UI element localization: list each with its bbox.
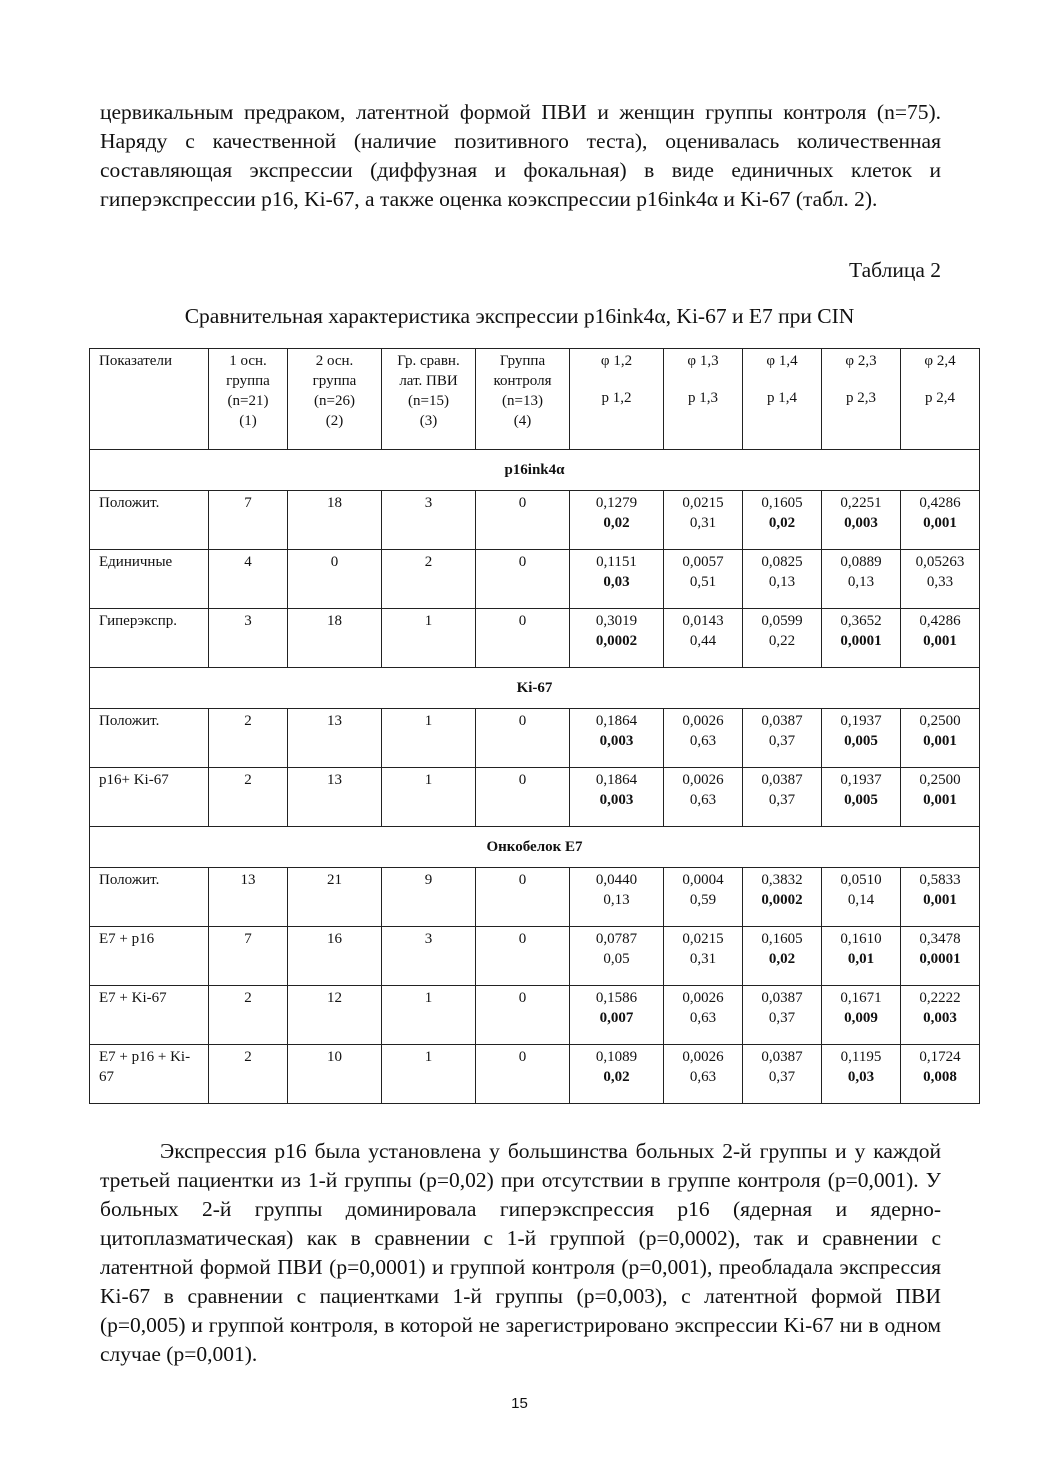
group-value-cell: 0 bbox=[476, 927, 570, 986]
p-value: 0,03 bbox=[603, 574, 630, 590]
p-value: 0,003 bbox=[599, 792, 634, 808]
phi-p-cell bbox=[822, 550, 901, 609]
row-label: p16+ Ki-67 bbox=[90, 768, 209, 827]
group-value-cell: 13 bbox=[288, 768, 382, 827]
phi-p-cell bbox=[664, 927, 743, 986]
phi-p-cell bbox=[743, 868, 822, 927]
table-row bbox=[90, 1045, 980, 1104]
header-phi-1-2: φ 1,2 p 1,2 bbox=[570, 349, 664, 450]
phi-p-cell bbox=[743, 491, 822, 550]
phi-p-cell bbox=[570, 1045, 664, 1104]
phi-value: 0,0787 bbox=[595, 931, 638, 947]
phi-p-cell bbox=[570, 550, 664, 609]
phi-p-cell bbox=[901, 550, 980, 609]
group-value-cell: 13 bbox=[288, 709, 382, 768]
p-value: 0,63 bbox=[689, 1010, 717, 1026]
header-group-3: Гр. сравн. лат. ПВИ (n=15) (3) bbox=[382, 349, 476, 450]
section-row-ki67: Ki-67 bbox=[90, 668, 980, 709]
phi-p-cell bbox=[901, 868, 980, 927]
table-caption: Сравнительная характеристика экспрессии p16ink4α, Ki-67 и E7 при CIN bbox=[184, 304, 855, 328]
phi-value: 0,1605 bbox=[761, 931, 803, 947]
group-value-cell: 2 bbox=[209, 709, 288, 768]
phi-value: 0,1671 bbox=[840, 990, 882, 1006]
row-label: Гиперэкспр. bbox=[90, 609, 209, 668]
expression-table bbox=[89, 348, 980, 1104]
phi-p-cell bbox=[570, 609, 664, 668]
discussion-paragraph: Экспрессия p16 была установлена у большинства больных 2-й группы и у каждой третьей пациентки из 1-й группы (p=0,02) при отсутствии в группе контроля (p=0,001). У больных 2-й группы доминировала гиперэкспрессия p16 (ядерная и ядерно-цитоплазматическая) как в сравнении с 1-й группой (p=0,0002), так и сравнении с латентной формой ПВИ (p=0,0001) и группой контроля (p=0,001), преобладала экспрессия Ki-67 в сравнении с пациентками 1-й группы (p=0,003), с латентной формой ПВИ (p=0,005) и группой контроля, в которой не зарегистрировано экспрессии Ki-67 ни в одном случае (p=0,001). bbox=[100, 1139, 941, 1366]
p-value: 0,37 bbox=[768, 733, 796, 749]
phi-p-cell bbox=[570, 768, 664, 827]
p-value: 0,33 bbox=[926, 574, 954, 590]
table-row bbox=[90, 927, 980, 986]
group-value-cell: 18 bbox=[288, 491, 382, 550]
phi-p-cell bbox=[570, 986, 664, 1045]
group-value-cell: 1 bbox=[382, 1045, 476, 1104]
p-value: 0,13 bbox=[603, 892, 630, 908]
phi-p-cell bbox=[664, 550, 743, 609]
phi-value: 0,3652 bbox=[840, 613, 882, 629]
phi-value: 0,1864 bbox=[595, 772, 638, 788]
phi-p-cell bbox=[664, 768, 743, 827]
p-value: 0,02 bbox=[768, 951, 796, 967]
table-row bbox=[90, 709, 980, 768]
phi-value: 0,4286 bbox=[919, 495, 961, 511]
group-value-cell: 1 bbox=[382, 709, 476, 768]
intro-paragraph: цервикальным предраком, латентной формой ПВИ и женщин группы контроля (n=75). Наряду с качественной (наличие позитивного теста), оценивалась количественная составляющая экспрессии (диффузная и фокальная) в виде единичных клеток и гиперэкспрессии p16, Ki-67, а также оценка коэкспрессии p16ink4α и Ki-67 (табл. 2). bbox=[100, 100, 941, 211]
phi-p-cell bbox=[664, 491, 743, 550]
p-value: 0,003 bbox=[844, 515, 878, 531]
phi-value: 0,0143 bbox=[682, 613, 724, 629]
phi-p-cell bbox=[743, 986, 822, 1045]
group-value-cell: 0 bbox=[476, 709, 570, 768]
group-value-cell: 2 bbox=[209, 986, 288, 1045]
p-value: 0,01 bbox=[847, 951, 875, 967]
phi-value: 0,3019 bbox=[595, 613, 638, 629]
phi-p-cell bbox=[743, 927, 822, 986]
table-row bbox=[90, 868, 980, 927]
group-value-cell: 18 bbox=[288, 609, 382, 668]
phi-value: 0,0599 bbox=[761, 613, 803, 629]
phi-p-cell bbox=[901, 491, 980, 550]
p-value: 0,007 bbox=[599, 1010, 634, 1026]
group-value-cell: 0 bbox=[476, 1045, 570, 1104]
group-value-cell: 3 bbox=[382, 927, 476, 986]
phi-p-cell bbox=[570, 491, 664, 550]
phi-value: 0,0440 bbox=[595, 872, 638, 888]
phi-value: 0,0889 bbox=[840, 554, 882, 570]
phi-p-cell bbox=[822, 1045, 901, 1104]
group-value-cell: 0 bbox=[476, 868, 570, 927]
group-value-cell: 13 bbox=[209, 868, 288, 927]
p-value: 0,02 bbox=[603, 1069, 630, 1085]
header-phi-1-3: φ 1,3 p 1,3 bbox=[664, 349, 743, 450]
p-value: 0,001 bbox=[923, 733, 957, 749]
p-value: 0,001 bbox=[923, 892, 957, 908]
group-value-cell: 16 bbox=[288, 927, 382, 986]
p-value: 0,13 bbox=[768, 574, 796, 590]
phi-value: 0,4286 bbox=[919, 613, 961, 629]
table-row bbox=[90, 986, 980, 1045]
phi-p-cell bbox=[664, 609, 743, 668]
header-group-1: 1 осн. группа (n=21) (1) bbox=[209, 349, 288, 450]
p-value: 0,59 bbox=[689, 892, 717, 908]
p-value: 0,0001 bbox=[919, 951, 961, 967]
table-row bbox=[90, 768, 980, 827]
phi-p-cell bbox=[743, 609, 822, 668]
phi-value: 0,0057 bbox=[682, 554, 724, 570]
phi-p-cell bbox=[822, 986, 901, 1045]
p-value: 0,003 bbox=[923, 1010, 957, 1026]
p-value: 0,51 bbox=[689, 574, 717, 590]
p-value: 0,44 bbox=[689, 633, 717, 649]
p-value: 0,0002 bbox=[595, 633, 638, 649]
header-indicators: Показатели bbox=[90, 349, 209, 450]
phi-p-cell bbox=[901, 709, 980, 768]
phi-value: 0,1605 bbox=[761, 495, 803, 511]
phi-value: 0,2500 bbox=[919, 772, 961, 788]
p-value: 0,001 bbox=[923, 633, 957, 649]
phi-p-cell bbox=[664, 709, 743, 768]
phi-p-cell bbox=[901, 609, 980, 668]
phi-value: 0,1089 bbox=[595, 1049, 638, 1065]
phi-value: 0,0026 bbox=[682, 1049, 724, 1065]
p-value: 0,03 bbox=[847, 1069, 875, 1085]
phi-p-cell bbox=[664, 986, 743, 1045]
group-value-cell: 4 bbox=[209, 550, 288, 609]
phi-p-cell bbox=[822, 768, 901, 827]
phi-p-cell bbox=[822, 868, 901, 927]
p-value: 0,37 bbox=[768, 1010, 796, 1026]
phi-value: 0,3478 bbox=[919, 931, 961, 947]
p-value: 0,14 bbox=[847, 892, 875, 908]
p-value: 0,005 bbox=[844, 792, 878, 808]
phi-value: 0,0387 bbox=[761, 990, 803, 1006]
phi-value: 0,0215 bbox=[682, 931, 724, 947]
phi-p-cell bbox=[901, 927, 980, 986]
phi-p-cell bbox=[664, 1045, 743, 1104]
row-label: Положит. bbox=[90, 868, 209, 927]
phi-value: 0,05263 bbox=[915, 554, 965, 570]
table-header-row bbox=[90, 349, 980, 450]
p-value: 0,63 bbox=[689, 792, 717, 808]
group-value-cell: 0 bbox=[476, 609, 570, 668]
phi-value: 0,0215 bbox=[682, 495, 724, 511]
row-label: Единичные bbox=[90, 550, 209, 609]
phi-p-cell bbox=[570, 709, 664, 768]
phi-value: 0,1586 bbox=[595, 990, 638, 1006]
p-value: 0,001 bbox=[923, 792, 957, 808]
phi-p-cell bbox=[901, 986, 980, 1045]
phi-value: 0,5833 bbox=[919, 872, 961, 888]
p-value: 0,009 bbox=[844, 1010, 878, 1026]
group-value-cell: 7 bbox=[209, 927, 288, 986]
phi-p-cell bbox=[743, 550, 822, 609]
row-label: Положит. bbox=[90, 709, 209, 768]
phi-p-cell bbox=[570, 868, 664, 927]
phi-p-cell bbox=[822, 709, 901, 768]
table-number: Таблица 2 bbox=[849, 258, 941, 282]
p-value: 0,37 bbox=[768, 792, 796, 808]
group-value-cell: 0 bbox=[476, 550, 570, 609]
phi-p-cell bbox=[743, 768, 822, 827]
page-number: 15 bbox=[511, 1395, 528, 1412]
p-value: 0,008 bbox=[923, 1069, 957, 1085]
header-phi-2-4: φ 2,4 p 2,4 bbox=[901, 349, 980, 450]
phi-p-cell bbox=[822, 609, 901, 668]
phi-value: 0,1279 bbox=[595, 495, 638, 511]
phi-value: 0,2251 bbox=[840, 495, 882, 511]
p-value: 0,02 bbox=[603, 515, 630, 531]
phi-value: 0,1724 bbox=[919, 1049, 961, 1065]
phi-value: 0,1610 bbox=[840, 931, 882, 947]
p-value: 0,31 bbox=[689, 951, 717, 967]
group-value-cell: 21 bbox=[288, 868, 382, 927]
group-value-cell: 3 bbox=[382, 491, 476, 550]
phi-value: 0,0026 bbox=[682, 990, 724, 1006]
header-group-2: 2 осн. группа (n=26) (2) bbox=[288, 349, 382, 450]
group-value-cell: 0 bbox=[476, 768, 570, 827]
group-value-cell: 1 bbox=[382, 609, 476, 668]
p-value: 0,05 bbox=[603, 951, 630, 967]
header-phi-1-4: φ 1,4 p 1,4 bbox=[743, 349, 822, 450]
phi-p-cell bbox=[901, 768, 980, 827]
row-label: E7 + p16 + Ki-67 bbox=[90, 1045, 209, 1104]
group-value-cell: 1 bbox=[382, 986, 476, 1045]
phi-value: 0,2500 bbox=[919, 713, 961, 729]
phi-value: 0,0825 bbox=[761, 554, 803, 570]
phi-p-cell bbox=[664, 868, 743, 927]
group-value-cell: 12 bbox=[288, 986, 382, 1045]
phi-value: 0,1937 bbox=[840, 713, 882, 729]
phi-value: 0,1937 bbox=[840, 772, 882, 788]
phi-value: 0,0004 bbox=[682, 872, 724, 888]
phi-value: 0,2222 bbox=[919, 990, 961, 1006]
group-value-cell: 9 bbox=[382, 868, 476, 927]
row-label: E7 + Ki-67 bbox=[90, 986, 209, 1045]
p-value: 0,63 bbox=[689, 733, 717, 749]
phi-value: 0,1195 bbox=[840, 1049, 882, 1065]
section-row-p16: p16ink4α bbox=[90, 450, 980, 491]
p-value: 0,003 bbox=[599, 733, 634, 749]
row-label: E7 + p16 bbox=[90, 927, 209, 986]
table-row bbox=[90, 550, 980, 609]
section-row-e7: Онкобелок Е7 bbox=[90, 827, 980, 868]
table-row bbox=[90, 609, 980, 668]
row-label: Положит. bbox=[90, 491, 209, 550]
phi-p-cell bbox=[822, 927, 901, 986]
phi-value: 0,1151 bbox=[596, 554, 637, 570]
phi-value: 0,0387 bbox=[761, 713, 803, 729]
phi-value: 0,1864 bbox=[595, 713, 638, 729]
group-value-cell: 0 bbox=[476, 986, 570, 1045]
group-value-cell: 2 bbox=[382, 550, 476, 609]
phi-value: 0,0510 bbox=[840, 872, 882, 888]
phi-p-cell bbox=[743, 709, 822, 768]
phi-value: 0,0387 bbox=[761, 772, 803, 788]
group-value-cell: 3 bbox=[209, 609, 288, 668]
group-value-cell: 2 bbox=[209, 1045, 288, 1104]
p-value: 0,31 bbox=[689, 515, 717, 531]
group-value-cell: 1 bbox=[382, 768, 476, 827]
phi-p-cell bbox=[743, 1045, 822, 1104]
phi-p-cell bbox=[822, 491, 901, 550]
phi-value: 0,0026 bbox=[682, 713, 724, 729]
p-value: 0,0002 bbox=[761, 892, 803, 908]
header-group-4: Группа контроля (n=13) (4) bbox=[476, 349, 570, 450]
phi-value: 0,0387 bbox=[761, 1049, 803, 1065]
group-value-cell: 0 bbox=[288, 550, 382, 609]
group-value-cell: 0 bbox=[476, 491, 570, 550]
group-value-cell: 10 bbox=[288, 1045, 382, 1104]
phi-value: 0,0026 bbox=[682, 772, 724, 788]
group-value-cell: 2 bbox=[209, 768, 288, 827]
p-value: 0,22 bbox=[768, 633, 796, 649]
p-value: 0,37 bbox=[768, 1069, 796, 1085]
p-value: 0,001 bbox=[923, 515, 957, 531]
group-value-cell: 7 bbox=[209, 491, 288, 550]
header-phi-2-3: φ 2,3 p 2,3 bbox=[822, 349, 901, 450]
p-value: 0,02 bbox=[768, 515, 796, 531]
p-value: 0,005 bbox=[844, 733, 878, 749]
table-row bbox=[90, 491, 980, 550]
phi-value: 0,3832 bbox=[761, 872, 803, 888]
phi-p-cell bbox=[901, 1045, 980, 1104]
p-value: 0,0001 bbox=[840, 633, 882, 649]
phi-p-cell bbox=[570, 927, 664, 986]
p-value: 0,13 bbox=[847, 574, 875, 590]
p-value: 0,63 bbox=[689, 1069, 717, 1085]
